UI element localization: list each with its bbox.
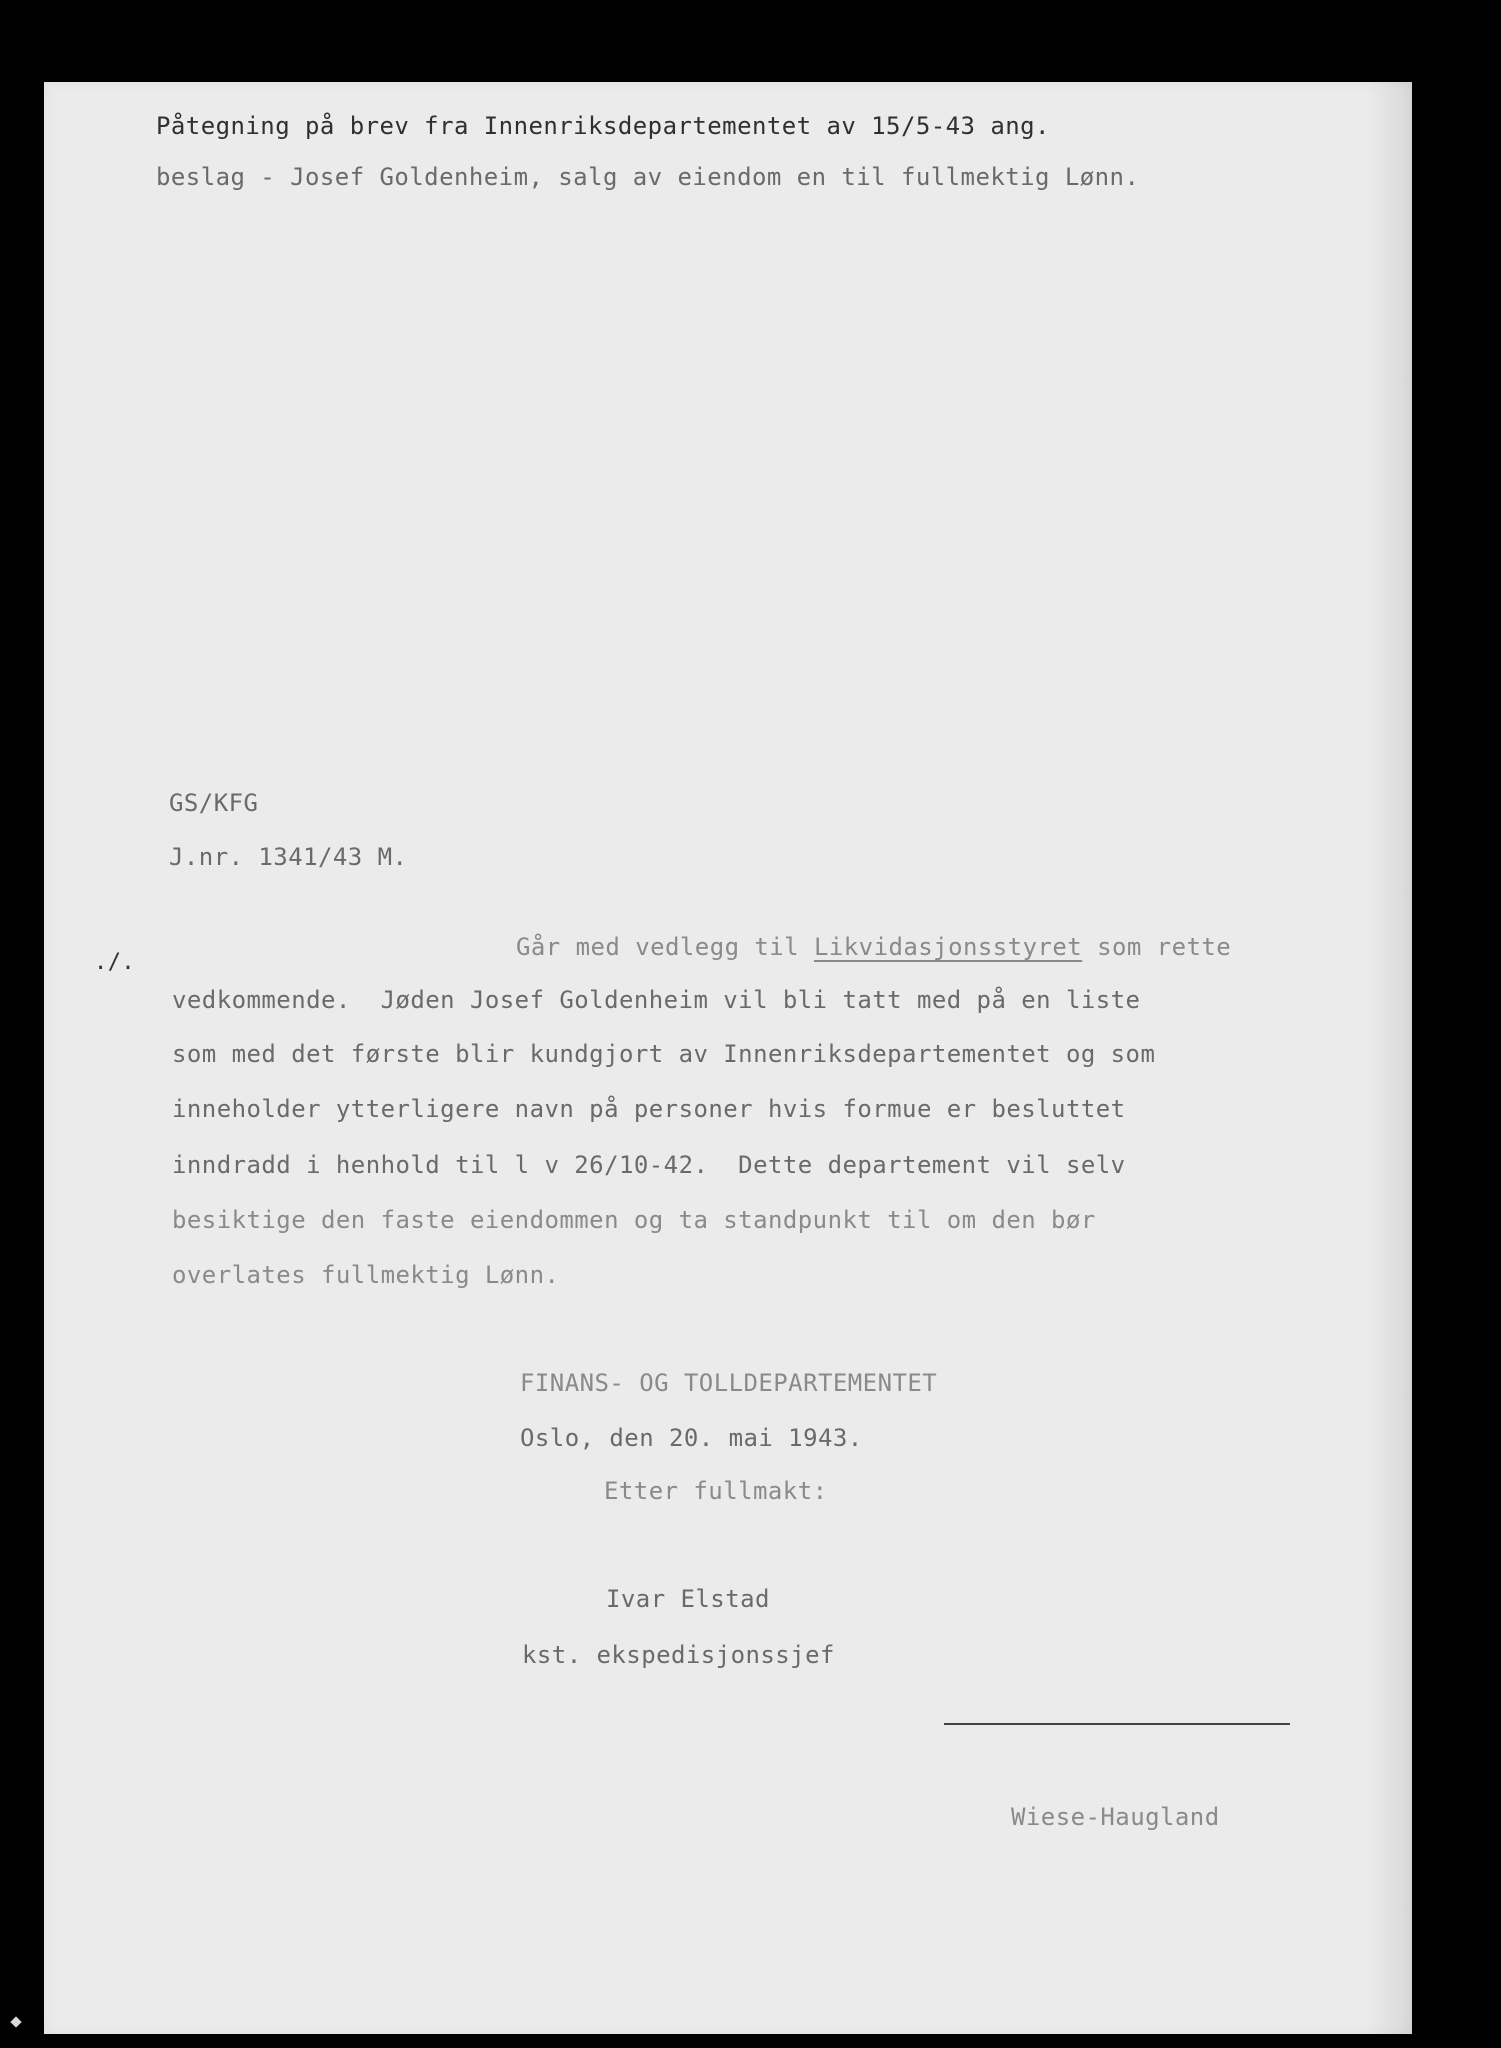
- document-page: [44, 82, 1412, 2034]
- body-line-2: vedkommende. Jøden Josef Goldenheim vil bli tatt med på en liste: [172, 986, 1141, 1014]
- likvidasjonsstyret-reference: Likvidasjonsstyret: [813, 933, 1083, 961]
- body-line-1-suffix: som rette: [1082, 933, 1232, 961]
- department-name: FINANS- OG TOLLDEPARTEMENTET: [520, 1369, 938, 1397]
- reference-initials: GS/KFG: [169, 789, 259, 817]
- header-line-2: beslag - Josef Goldenheim, salg av eiendom en til fullmektig Lønn.: [156, 163, 1140, 191]
- body-line-3: som med det første blir kundgjort av Innenriksdepartementet og som: [172, 1040, 1156, 1068]
- place-date: Oslo, den 20. mai 1943.: [520, 1424, 863, 1452]
- countersign-name: Wiese-Haugland: [1011, 1803, 1220, 1831]
- authority-line: Etter fullmakt:: [604, 1477, 828, 1505]
- signatory-name: Ivar Elstad: [606, 1585, 770, 1613]
- signature-line: [944, 1723, 1290, 1725]
- journal-number: J.nr. 1341/43 M.: [169, 843, 408, 871]
- body-line-1: [516, 935, 1231, 959]
- body-line-6: besiktige den faste eiendommen og ta standpunkt til om den bør: [172, 1206, 1096, 1234]
- body-line-1-prefix: Går med vedlegg til: [516, 933, 814, 961]
- body-line-5: inndradd i henhold til l v 26/10-42. Dette departement vil selv: [172, 1151, 1126, 1179]
- body-line-4: inneholder ytterligere navn på personer hvis formue er besluttet: [172, 1095, 1126, 1123]
- enclosure-mark: ./.: [94, 950, 136, 975]
- signatory-title: kst. ekspedisjonssjef: [522, 1641, 835, 1669]
- page-edge-shadow: [1366, 82, 1412, 2034]
- scan-corner-mark: [10, 2016, 21, 2027]
- body-line-7: overlates fullmektig Lønn.: [172, 1261, 560, 1289]
- header-line-1: Påtegning på brev fra Innenriksdepartementet av 15/5-43 ang.: [156, 112, 1050, 140]
